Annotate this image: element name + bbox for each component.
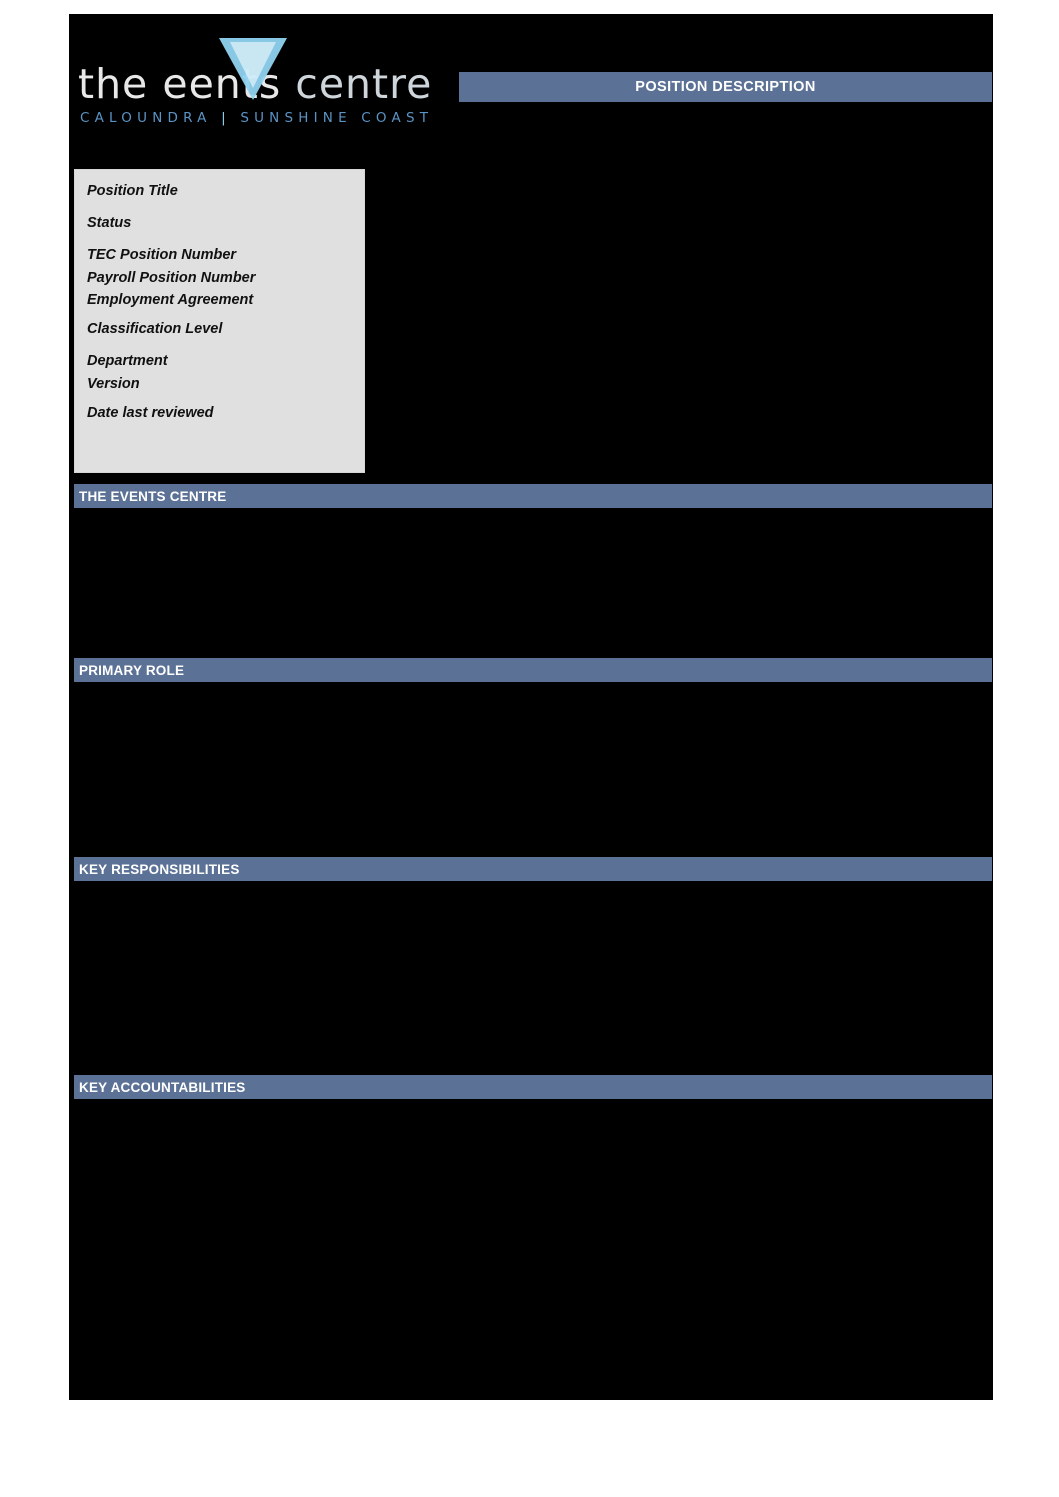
position-meta-box [74, 169, 365, 473]
meta-label-status: Status [87, 214, 132, 231]
meta-label-classification-level: Classification Level [87, 321, 223, 338]
section-header-key-responsibilities: KEY RESPONSIBILITIES [74, 857, 992, 881]
section-body-key-accountabilities [74, 1099, 992, 1400]
meta-label-payroll-position-number: Payroll Position Number [87, 269, 256, 286]
section-body-the-events-centre [74, 508, 992, 658]
logo-word-the: the [78, 60, 149, 108]
meta-label-employment-agreement: Employment Agreement [87, 292, 254, 309]
logo-word-centre: centre [295, 60, 433, 108]
logo-word-e: e [162, 60, 189, 108]
meta-label-department: Department [87, 353, 168, 370]
meta-label-position-title: Position Title [87, 183, 178, 199]
logo-tagline-separator: | [221, 110, 231, 126]
meta-label-tec-position-number: TEC Position Number [87, 246, 237, 263]
logo-v-inner-triangle-icon [230, 42, 276, 88]
logo-tagline-left: CALOUNDRA [80, 110, 212, 126]
logo-wordmark [78, 60, 433, 108]
section-header-primary-role: PRIMARY ROLE [74, 658, 992, 682]
page-title: POSITION DESCRIPTION [459, 72, 992, 102]
position-meta-list [87, 182, 357, 423]
section-header-key-accountabilities: KEY ACCOUNTABILITIES [74, 1075, 992, 1099]
meta-label-version: Version [87, 375, 140, 392]
logo-tagline [80, 110, 433, 126]
logo-word-ents: ents [188, 60, 282, 108]
section-body-key-responsibilities [74, 881, 992, 1075]
section-body-primary-role [74, 682, 992, 857]
events-centre-logo [74, 40, 434, 135]
logo-tagline-right: SUNSHINE COAST [240, 110, 434, 126]
section-header-the-events-centre: THE EVENTS CENTRE [74, 484, 992, 508]
meta-label-date-last-reviewed: Date last reviewed [87, 404, 214, 421]
